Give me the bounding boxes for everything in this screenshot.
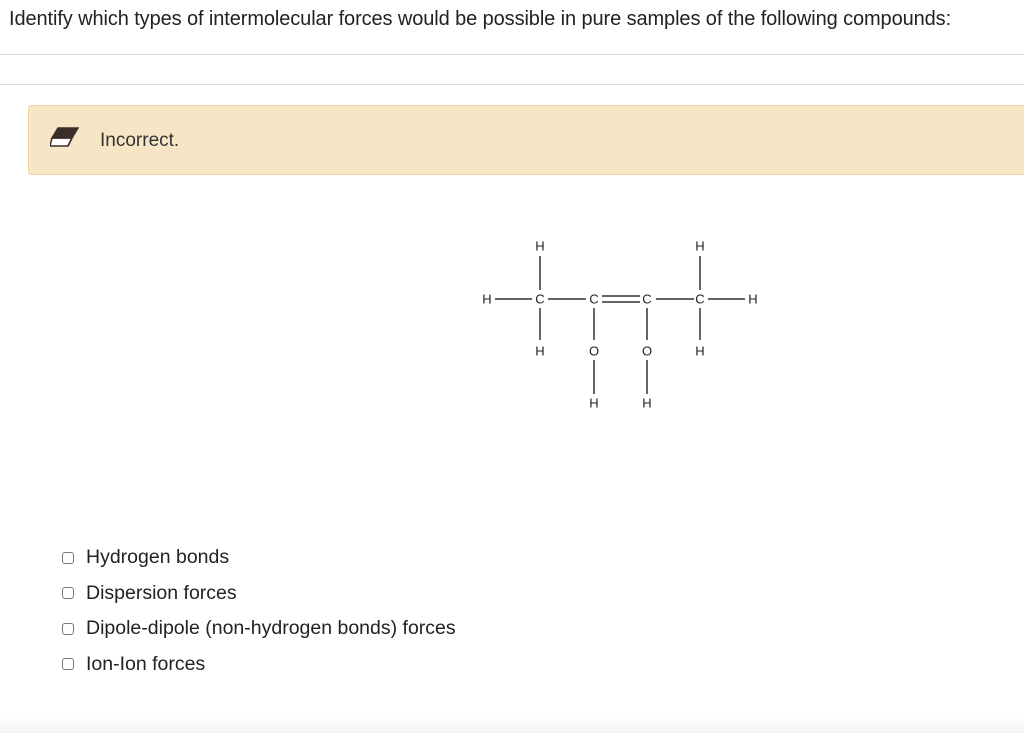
atom-h: H: [535, 343, 545, 359]
option-ion-ion-forces[interactable]: [62, 647, 456, 683]
divider: [0, 54, 1024, 55]
footer-shade: [0, 716, 1024, 733]
structural-formula: [470, 230, 770, 420]
atom-h: H: [535, 238, 545, 254]
atom-h: H: [695, 343, 705, 359]
option-hydrogen-bonds[interactable]: [62, 540, 456, 576]
feedback-message: Incorrect.: [100, 130, 180, 151]
option-dispersion-forces[interactable]: [62, 576, 456, 612]
atom-o: O: [588, 343, 600, 359]
atom-c: C: [589, 291, 599, 307]
divider: [0, 84, 1024, 85]
atom-h: H: [695, 238, 705, 254]
checkbox[interactable]: [62, 623, 74, 635]
atom-h: H: [482, 291, 492, 307]
checkbox[interactable]: [62, 658, 74, 670]
question-text: Identify which types of intermolecular forces would be possible in pure samples of the following compounds:: [9, 8, 952, 30]
answer-options: [62, 540, 456, 682]
feedback-banner: [28, 105, 1024, 175]
atom-c: C: [535, 291, 545, 307]
checkbox[interactable]: [62, 552, 74, 564]
atom-h: H: [748, 291, 758, 307]
option-dipole-dipole-forces[interactable]: [62, 611, 456, 647]
eraser-icon: [50, 126, 80, 148]
atom-c: C: [642, 291, 652, 307]
option-label: Dipole-dipole (non-hydrogen bonds) forces: [86, 617, 456, 640]
option-label: Dispersion forces: [86, 581, 237, 604]
option-label: Ion-Ion forces: [86, 652, 206, 675]
atom-h: H: [642, 395, 652, 411]
atom-h: H: [589, 395, 599, 411]
checkbox[interactable]: [62, 587, 74, 599]
atom-c: C: [695, 291, 705, 307]
atom-o: O: [641, 343, 653, 359]
option-label: Hydrogen bonds: [86, 546, 230, 569]
